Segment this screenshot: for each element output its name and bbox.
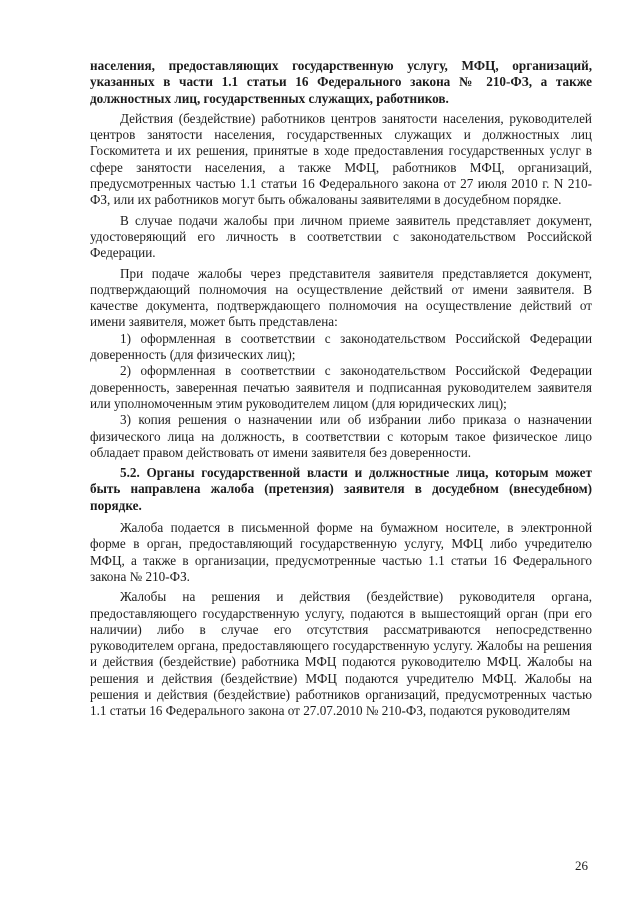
page-number: 26: [575, 858, 588, 873]
list-item: 3) копия решения о назначении или об избрании либо приказа о назначении физического лица на должность, в соответствии с которым такое физическое лицо обладает правом действовать от имени заявителя без доверенности.: [90, 412, 592, 460]
list-item: 2) оформленная в соответствии с законодательством Российской Федерации доверенность, заверенная печатью заявителя и подписанная руководителем заявителя или уполномоченным этим руководителем лицом (для юридических лиц);: [90, 363, 592, 411]
paragraph: Действия (бездействие) работников центров занятости населения, руководителей центров занятости населения, государственных служащих и должностных лиц Госкомитета и их решения, принятые в ходе предоставления государственных услуг в сфере занятости населения, а также МФЦ, работников МФЦ, организаций, предусмотренных частью 1.1 статьи 16 Федерального закона от 27 июля 2010 г. N 210-ФЗ, или их работников могут быть обжалованы заявителями в досудебном порядке.: [90, 110, 592, 208]
heading-continued: населения, предоставляющих государственную услугу, МФЦ, организаций, указанных в части 1.1 статьи 16 Федерального закона № 210-ФЗ, а также должностных лиц, государственных служащих, работников.: [90, 58, 592, 106]
list-item: 1) оформленная в соответствии с законодательством Российской Федерации доверенность (для физических лиц);: [90, 330, 592, 363]
paragraph: При подаче жалобы через представителя заявителя представляется документ, подтверждающий полномочия на осуществление действий от имени заявителя. В качестве документа, подтверждающего полномочия на осуществление действий от имени заявителя, может быть представлена:: [90, 265, 592, 330]
paragraph: Жалоба подается в письменной форме на бумажном носителе, в электронной форме в орган, предоставляющий государственную услугу, МФЦ либо учредителю МФЦ, а также в организации, предусмотренные частью 1.1 статьи 16 Федерального закона № 210-ФЗ.: [90, 520, 592, 584]
section-heading: 5.2. Органы государственной власти и должностные лица, которым может быть направлена жалоба (претензия) заявителя в досудебном (внесудебном) порядке.: [90, 465, 592, 513]
paragraph: В случае подачи жалобы при личном приеме заявитель представляет документ, удостоверяющий его личность в соответствии с законодательством Российской Федерации.: [90, 212, 592, 261]
paragraph: Жалобы на решения и действия (бездействие) руководителя органа, предоставляющего государственную услугу, подаются в вышестоящий орган (при его наличии) либо в случае его отсутствия рассматриваются непосредственно руководителем органа, предоставляющего государственную услугу. Жалобы на решения и действия (бездействие) работника МФЦ подаются руководителю МФЦ. Жалобы на решения и действия (бездействие) МФЦ подаются учредителю МФЦ. Жалобы на решения и действия (бездействие) работников организаций, предусмотренных частью 1.1 статьи 16 Федерального закона от 27.07.2010 № 210-ФЗ, подаются руководителям: [90, 589, 592, 719]
